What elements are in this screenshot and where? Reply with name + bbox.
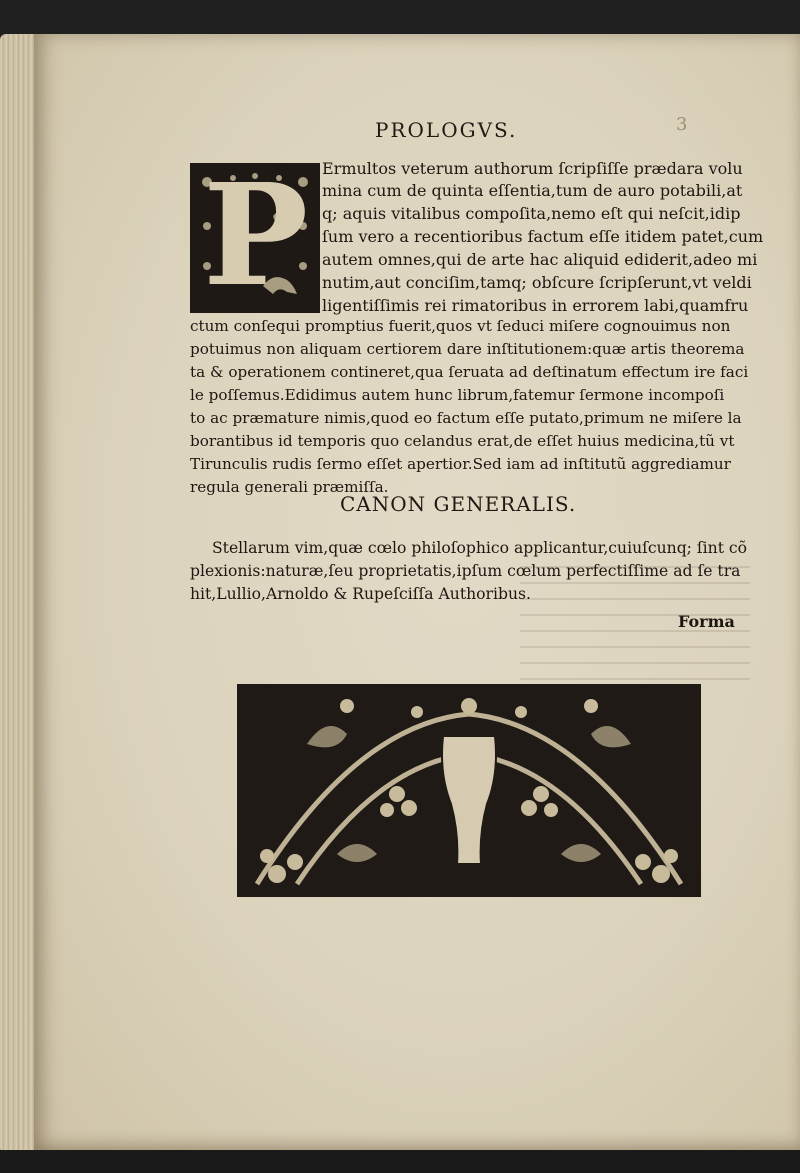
woodcut-garland-icon	[237, 684, 701, 897]
prologue-line: ctum conſequi promptius fuerit,quos vt ſeduci miſere cognouimus non	[190, 317, 731, 335]
prologue-line: nutim,aut conciſim,tamq; obſcure ſcripſerunt,vt veldi	[322, 273, 752, 292]
catchword: Forma	[678, 612, 735, 631]
prologue-line: autem omnes,qui de arte hac aliquid ediderit,adeo mi	[322, 250, 758, 269]
folio-number: 3	[676, 114, 688, 135]
canon-line: Stellarum vim,quæ cœlo philoſophico applicantur,cuiuſcunq; ſint cõ	[212, 539, 748, 557]
section-heading: CANON GENERALIS.	[340, 492, 577, 516]
canon-line: hit,Lullio,Arnoldo & Rupeſciſſa Authoribus.	[190, 585, 531, 603]
prologue-line: to ac præmature nimis,quod eo factum eſſe putato,primum ne miſere la	[190, 409, 742, 427]
prologue-line: ſum vero a recentioribus factum eſſe itidem patet,cum	[322, 227, 764, 246]
woodcut-ornament	[237, 684, 701, 897]
scan-background-top	[0, 0, 800, 38]
running-head: PROLOGVS.	[375, 118, 518, 142]
prologue-line: Tirunculis rudis ſermo eſſet apertior.Sed iam ad inſtitutũ aggrediamur	[190, 455, 731, 473]
prologue-line: le poſſemus.Edidimus autem hunc librum,fatemur ſermone incompoſi	[190, 386, 725, 404]
prologue-line: ta & operationem contineret,qua ſeruata ad deſtinatum effectum ire faci	[190, 363, 749, 381]
prologue-line: regula generali præmiſſa.	[190, 478, 389, 496]
initial-letter: P	[203, 154, 309, 318]
prologue-line: ligentiſſimis rei rimatoribus in errorem labi,quamfru	[322, 296, 749, 315]
prologue-line: borantibus id temporis quo celandus erat,de eſſet huius medicina,tũ vt	[190, 432, 735, 450]
canon-line: plexionis:naturæ,ſeu proprietatis,ipſum cœlum perfectiſſime ad ſe tra	[190, 562, 741, 580]
prologue-line: potuimus non aliquam certiorem dare inſtitutionem:quæ artis theorema	[190, 340, 745, 358]
prologue-line: mina cum de quinta eſſentia,tum de auro potabili,at	[322, 181, 743, 200]
prologue-line: q; aquis vitalibus compoſita,nemo eſt qui neſcit,idip	[322, 204, 741, 223]
decorated-initial	[190, 154, 320, 318]
scan-background-bottom	[0, 1150, 800, 1173]
prologue-line: Ermultos veterum authorum ſcripſiſſe prædara volu	[322, 159, 743, 178]
